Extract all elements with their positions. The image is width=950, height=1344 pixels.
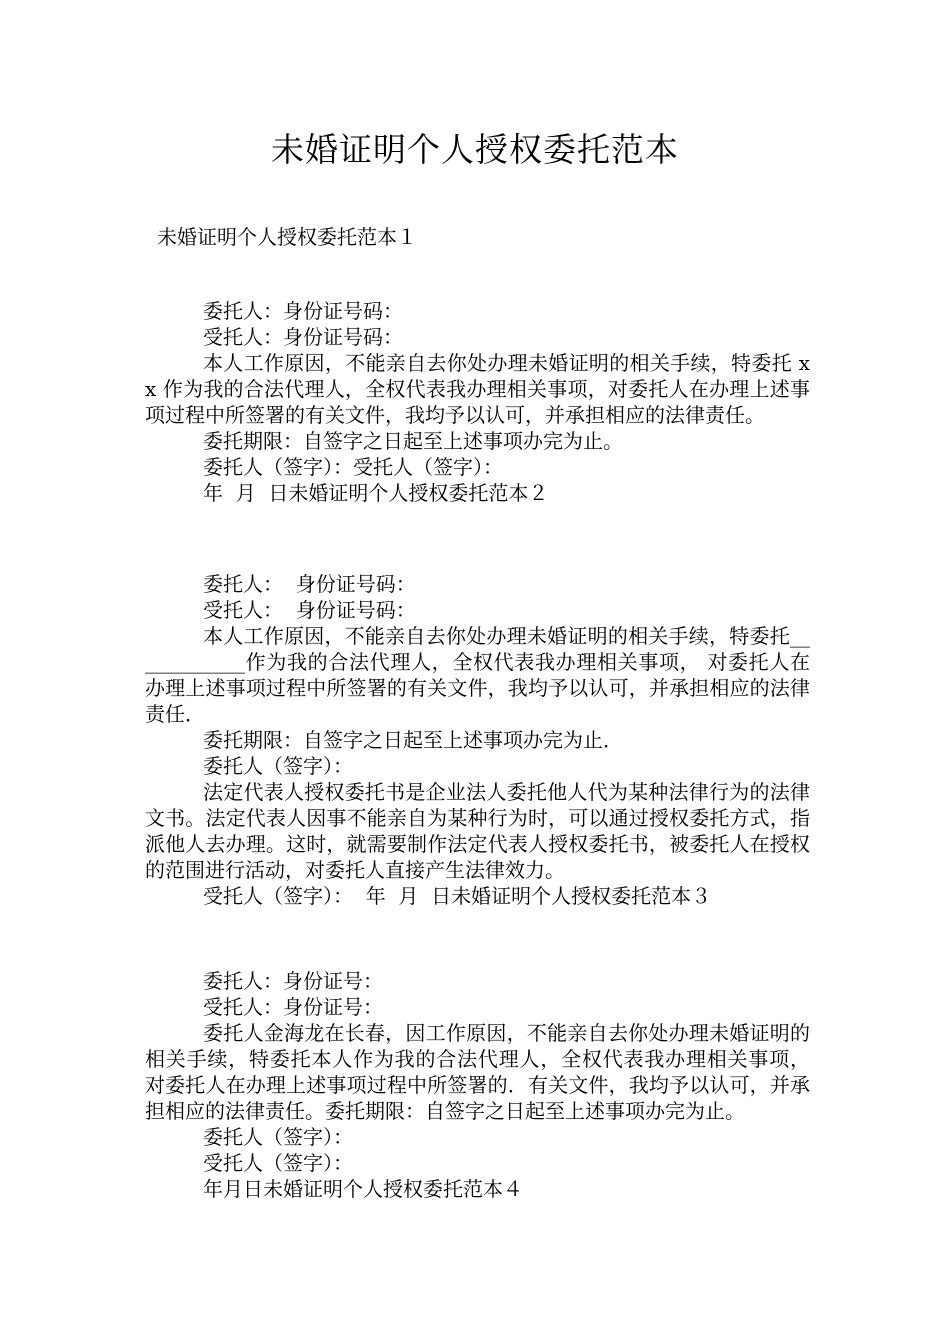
principal-signature-line: 委托人（签字）：	[203, 1125, 353, 1149]
agent-signature-line: 受托人（签字）：	[203, 1151, 353, 1175]
section-1	[145, 298, 810, 506]
document-title: 未婚证明个人授权委托范本	[271, 130, 679, 169]
authorization-paragraph: 本人工作原因，不能亲自去你处办理未婚证明的相关手续，特委托____________作为我的合法代理人，全权代表我办理相关事项， 对委托人在办理上述事项过程中所签署的有关文件，我均予以认可，并承担相应的法律责任．	[145, 624, 810, 726]
section-3	[145, 968, 817, 1202]
date-line: 年 月 日未婚证明个人授权委托范本２	[203, 481, 549, 505]
section-heading-1: 未婚证明个人授权委托范本１	[157, 225, 417, 249]
authorization-paragraph: 委托人金海龙在长春，因工作原因，不能亲自去你处办理未婚证明的相关手续，特委托本人作为我的合法代理人，全权代表我办理相关事项， 对委托人在办理上述事项过程中所签署的．有关文件，我均予以认可，并承担相应的法律责任。委托期限：自签字之日起至上述事项办完为止。	[145, 1021, 817, 1123]
date-line: 年月日未婚证明个人授权委托范本４	[203, 1177, 523, 1201]
agent-line: 受托人： 身份证号码：	[203, 598, 416, 622]
term-line: 委托期限：自签字之日起至上述事项办完为止。	[203, 429, 623, 453]
authorization-paragraph: 本人工作原因，不能亲自去你处办理未婚证明的相关手续，特委托 xx 作为我的合法代理人，全权代表我办理相关事项，对委托人在办理上述事项过程中所签署的有关文件，我均予以认可，并承担相应的法律责任。	[145, 351, 810, 427]
agent-line: 受托人：身份证号：	[203, 995, 383, 1019]
date-line: 受托人（签字）： 年 月 日未婚证明个人授权委托范本３	[203, 884, 712, 908]
principal-line: 委托人： 身份证号码：	[203, 572, 416, 596]
agent-line: 受托人：身份证号码：	[203, 325, 403, 349]
explanation-paragraph: 法定代表人授权委托书是企业法人委托他人代为某种法律行为的法律文书。法定代表人因事不能亲自为某种行为时，可以通过授权委托方式，指派他人去办理。这时，就需要制作法定代表人授权委托书，被委托人在授权的范围进行活动，对委托人直接产生法律效力。	[145, 780, 810, 882]
term-line: 委托期限：自签字之日起至上述事项办完为止．	[203, 728, 623, 752]
principal-line: 委托人：身份证号：	[203, 969, 383, 993]
signature-line: 委托人（签字）：受托人（签字）：	[203, 455, 503, 479]
principal-line: 委托人：身份证号码：	[203, 299, 403, 323]
signature-line: 委托人（签字）：	[203, 754, 353, 778]
section-2	[145, 571, 810, 909]
